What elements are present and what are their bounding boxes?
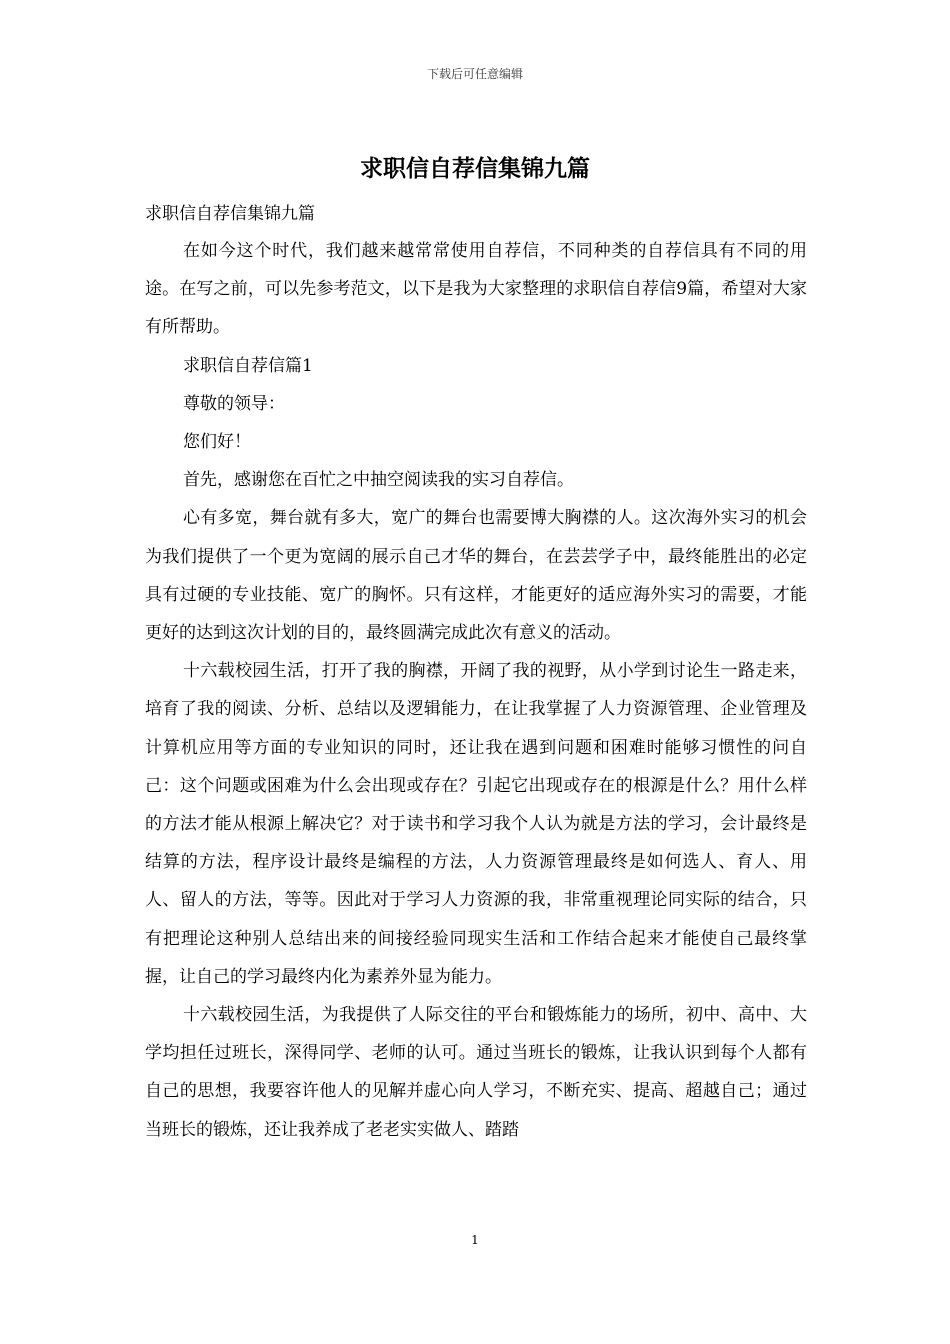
document-subtitle: 求职信自荐信集锦九篇 <box>145 204 315 224</box>
page-number: 1 <box>471 1233 479 1247</box>
paragraph-intro: 在如今这个时代，我们越来越常常使用自荐信，不同种类的自荐信具有不同的用途。在写之前，可以先参考范文，以下是我为大家整理的求职信自荐信9篇，希望对大家有所帮助。 <box>145 241 807 338</box>
document-body <box>145 198 807 1149</box>
header-note: 下载后可任意编辑 <box>426 67 523 81</box>
paragraph-body: 心有多宽，舞台就有多大，宽广的舞台也需要博大胸襟的人。这次海外实习的机会为我们提供了一个更为宽阔的展示自己才华的舞台，在芸芸学子中，最终能胜出的必定具有过硬的专业技能、宽广的胸怀。只有这样，才能更好的适应海外实习的需要，才能更好的达到这次计划的目的，最终圆满完成此次有意义的活动。 <box>145 508 807 644</box>
paragraph-body: 十六载校园生活，为我提供了人际交往的平台和锻炼能力的场所，初中、高中、大学均担任过班长，深得同学、老师的认可。通过当班长的锻炼，让我认识到每个人都有自己的思想，我要容许他人的见解并虚心向人学习，不断充实、提高、超越自己；通过当班长的锻炼，还让我养成了老老实实做人、踏踏 <box>145 1005 807 1140</box>
paragraph-greeting: 您们好！ <box>183 432 251 453</box>
paragraph-section-heading: 求职信自荐信篇1 <box>183 355 313 376</box>
paragraph-thanks: 首先，感谢您在百忙之中抽空阅读我的实习自荐信。 <box>183 470 574 491</box>
paragraph-salutation: 尊敬的领导： <box>183 393 285 414</box>
paragraph-body: 十六载校园生活，打开了我的胸襟，开阔了我的视野，从小学到讨论生一路走来，培育了我的阅读、分析、总结以及逻辑能力，在让我掌握了人力资源管理、企业管理及计算机应用等方面的专业知识的同时，还让我在遇到问题和困难时能够习惯性的问自己：这个问题或困难为什么会出现或存在？引起它出现或存在的根源是什么？用什么样的方法才能从根源上解决它？对于读书和学习我个人认为就是方法的学习，会计最终是结算的方法，程序设计最终是编程的方法，人力资源管理最终是如何选人、育人、用人、留人的方法，等等。因此对于学习人力资源的我，非常重视理论同实际的结合，只有把理论这种别人总结出来的间接经验同现实生活和工作结合起来才能使自己最终掌握，让自己的学习最终内化为素养外显为能力。 <box>145 661 807 987</box>
document-title: 求职信自荐信集锦九篇 <box>360 155 590 182</box>
